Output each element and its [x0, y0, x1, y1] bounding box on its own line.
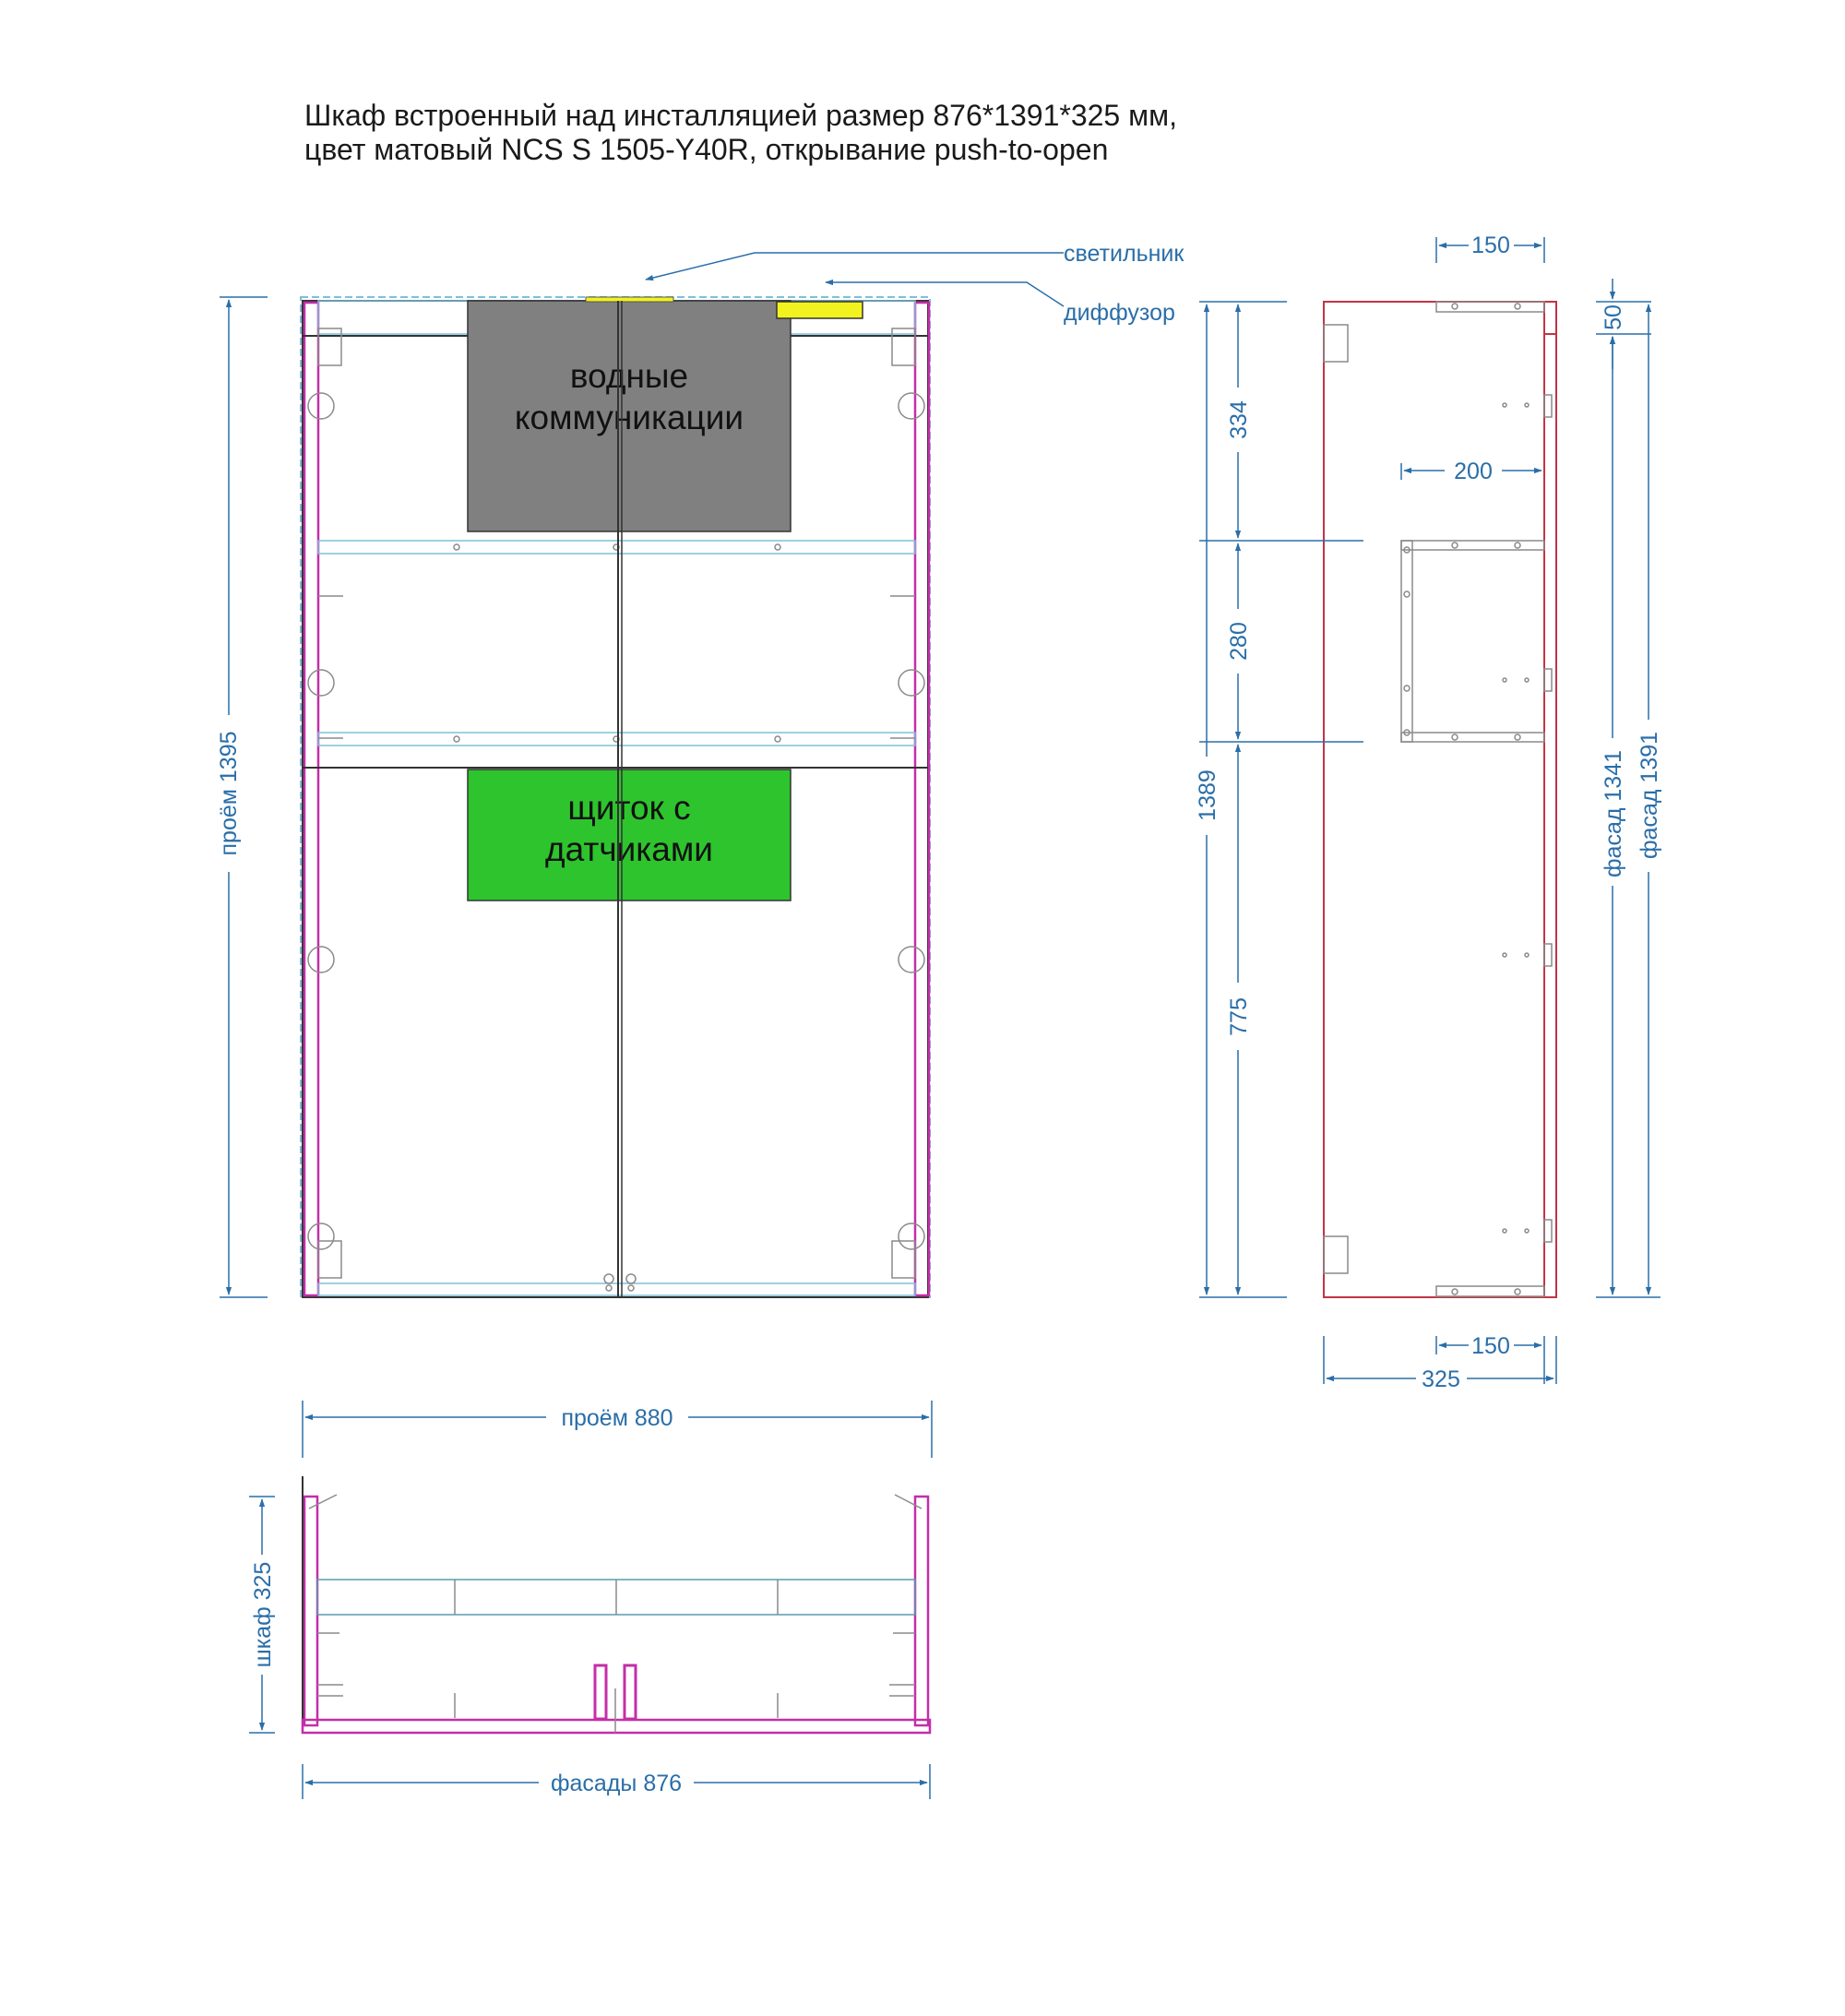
side-facade-panel	[1544, 302, 1556, 1297]
diffuser-callout: диффузор	[1064, 300, 1175, 326]
cabinet-depth-label: шкаф 325	[250, 1561, 276, 1668]
segment-top-label: 334	[1226, 400, 1252, 439]
side-upper-shelf	[1401, 541, 1544, 550]
plan-right-side	[915, 1497, 928, 1725]
opening-height-label: проём 1395	[216, 731, 242, 856]
facades-width-label: фасады 876	[550, 1771, 683, 1796]
plan-latch-left	[595, 1665, 606, 1719]
top-depth-label: 150	[1471, 233, 1510, 258]
facade-1391-label: фасад 1391	[1637, 731, 1662, 860]
bottom-depth-label: 150	[1471, 1333, 1510, 1359]
plan-facades	[303, 1720, 930, 1733]
plan-view	[249, 1401, 932, 1799]
side-hinge-top	[1324, 325, 1348, 362]
push-latches	[604, 1274, 636, 1291]
title-line-1: Шкаф встроенный над инсталляцией размер 876*1391*325 мм,	[304, 99, 1177, 132]
plan-hinges	[309, 1495, 922, 1718]
side-carcass-outline	[1324, 302, 1556, 1297]
total-depth-label: 325	[1422, 1366, 1460, 1392]
front-view	[301, 297, 930, 1297]
lamp-leader	[646, 253, 1064, 280]
title-line-2: цвет матовый NCS S 1505-Y40R, открывание push-to-open	[304, 133, 1109, 166]
shelf-depth-label: 200	[1454, 459, 1493, 484]
total-height-label: 1389	[1195, 769, 1220, 821]
lower-shelf	[318, 733, 915, 746]
bottom-panel	[318, 1283, 915, 1295]
plan-latch-right	[625, 1665, 636, 1719]
segment-bottom-label: 775	[1226, 997, 1252, 1036]
shelf-support	[1401, 541, 1412, 742]
opening-height-dimension	[216, 297, 268, 1297]
water-zone-label-1: водные	[569, 357, 689, 395]
left-side-panel	[304, 303, 318, 1295]
lamp-callout: светильник	[1064, 241, 1184, 267]
opening-width-label: проём 880	[561, 1405, 673, 1431]
side-view	[1195, 233, 1662, 1392]
facade-1341-label: фасад 1341	[1601, 749, 1626, 878]
panel-zone-label-2: датчиками	[545, 830, 713, 868]
diffuser	[777, 302, 863, 318]
segment-mid-label: 280	[1226, 622, 1252, 661]
plan-left-side	[304, 1497, 317, 1725]
water-zone-label-2: коммуникации	[514, 399, 744, 436]
title	[304, 99, 1177, 166]
upper-shelf	[318, 541, 915, 554]
side-lower-shelf	[1401, 733, 1544, 742]
lamp	[586, 297, 673, 302]
side-hinge-bottom	[1324, 1236, 1348, 1273]
right-side-panel	[915, 303, 929, 1295]
panel-zone-label-1: щиток с	[567, 789, 691, 827]
top-gap-label: 50	[1601, 304, 1626, 330]
